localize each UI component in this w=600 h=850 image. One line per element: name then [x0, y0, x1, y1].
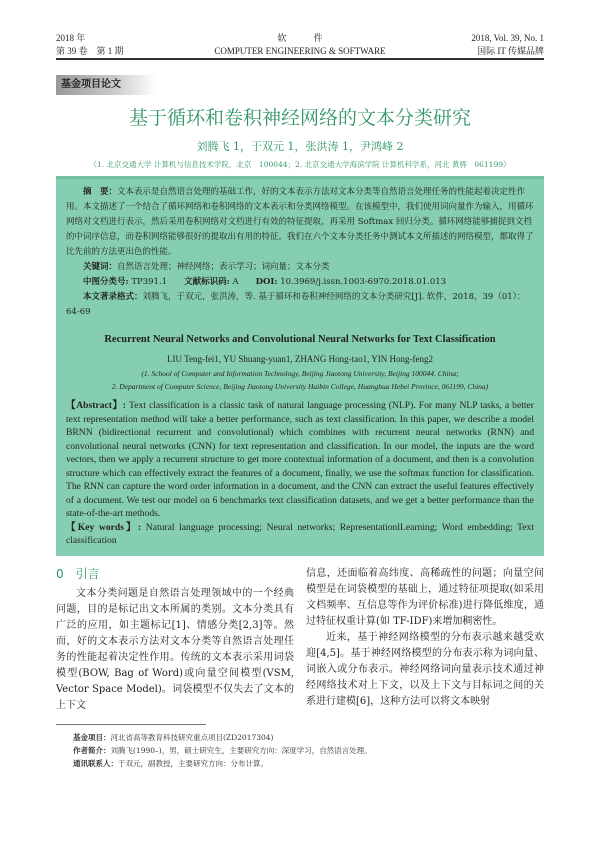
- footnote-label: 基金项目：: [73, 732, 111, 742]
- title-en: Recurrent Neural Networks and Convolutional Neural Networks for Text Classification: [104, 334, 496, 345]
- footnote-text: 刘腾飞(1990–)，男，硕士研究生，主要研究方向：深度学习，自然语言处理。: [110, 745, 372, 755]
- footnote-divider: [56, 724, 206, 725]
- footnotes: [56, 731, 544, 770]
- abstract-en-label: 【Abstract】:: [66, 400, 126, 411]
- footnote-contact: [73, 757, 544, 770]
- citation-text: 刘腾飞，于双元，张洪涛，等. 基于循环和卷积神经网络的文本分类研究[J]. 软件，2018，39（01）：64-69: [66, 292, 526, 317]
- clc-label: 中图分类号:: [83, 277, 129, 287]
- footnote-label: 通讯联系人：: [73, 758, 118, 768]
- abstract-en-text: Text classification is a classic task of natural language processing (NLP). For many NLP tasks, a better text representation method will take a better performance, such as text classification. In this paper, we describe a model BRNN (bidirectional recurrent and convolutional) which combines with recurrent neural networks (RNN) and convolutional neural networks (CNN) for text representation and classification. In our model, the inputs are the word vectors, then we apply a recurrent structure to get more contextual information of a document, and then is a convolution structure which can effectively extract the features of a document, finally, we use the softmax function for classification. The RNN can capture the word order information in a document, and the CNN can extract the useful features effectively of a document. We test our model on 6 benchmarks text classification datasets, and we get a better performance than the state-of-the-art methods.: [66, 400, 534, 519]
- footnote-text: 河北省高等教育科技研究重点项目(ZD2017304): [110, 732, 274, 742]
- header-right: [471, 32, 544, 58]
- citation: [56, 290, 544, 320]
- keywords-cn: [56, 260, 544, 275]
- section-number: 0: [56, 566, 64, 581]
- paper-title: 基于循环和卷积神经网络的文本分类研究: [128, 107, 471, 129]
- header-brand: 国际 IT 传媒品牌: [477, 46, 544, 56]
- header-center: [176, 32, 424, 58]
- clc-value: TP391.1: [131, 277, 168, 287]
- citation-label: 本文著录格式：: [83, 292, 143, 302]
- column-right: [306, 566, 544, 714]
- body-paragraph: 近来，基于神经网络模型的分布表示越来越受欢迎[4,5]。基于神经网络模型的分布表示称为词向量、词嵌入或分布表示。神经网络词向量表示技术通过神经网络技术对上下文，以及上下文与目标词之间的关系进行建模[6]，这种方法可以将文本映射: [306, 631, 544, 707]
- header-left: [56, 32, 124, 58]
- abstract-cn-text: 文本表示是自然语言处理的基础工作，好的文本表示方法对文本分类等自然语言处理任务的性能起着决定性作用。本文描述了一个结合了循环网络和卷积网络的文本表示和分类网络模型。在该模型中，我们使用词向量作为输入，用循环网络对文档进行表示，然后采用卷积网络对文档进行有效的特征提取，再采用 Softmax 回归分类。循环网络能够捕捉到文档的中词序信息，而卷积网络能够很好的提取出有用的特征。我们在六个文本分类任务中测试本文所描述的网络模型，都取得了比先前的方法更出色的性能。: [66, 187, 534, 257]
- footnote-author: [73, 744, 544, 757]
- section-title: 引言: [75, 566, 100, 581]
- doc-code-value: A: [232, 277, 239, 287]
- column-left: [56, 566, 294, 714]
- keywords-cn-text: 自然语言处理；神经网络；表示学习；词向量；文本分类: [117, 262, 330, 272]
- abstract-box: [56, 176, 544, 556]
- abstract-cn-label: 摘 要：: [83, 187, 118, 197]
- authors: 刘腾飞 1，于双元 1，张洪涛 1，尹鸿峰 2: [196, 140, 404, 153]
- abstract-cn: [56, 179, 544, 260]
- doi-label: DOI:: [255, 277, 278, 287]
- journal-cn: 软 件: [277, 33, 323, 43]
- affiliation-en-2: 2. Department of Computer Science, Beijing Jiaotong University Haibin College, Huanghua Hebei Province, 061199, China): [111, 382, 489, 391]
- journal-en: COMPUTER ENGINEERING & SOFTWARE: [214, 46, 386, 56]
- footnote-text: 于双元，副教授，主要研究方向：分布计算。: [118, 758, 268, 768]
- header-vol: 2018, Vol. 39, No. 1: [471, 33, 544, 43]
- keywords-en-text: Natural language processing; Neural networks; RepresentationlLearning; Word embedding; Text classification: [66, 521, 535, 546]
- affiliation-en-1: (1. School of Computer and Information Technology, Beijing Jiaotong University, Beijing 100044, China;: [141, 369, 459, 378]
- keywords-en-label: 【Key words】:: [66, 521, 142, 533]
- affiliation: （1. 北京交通大学 计算机与信息技术学院，北京 100044；2. 北京交通大学海滨学院 计算机科学系，河北 黄骅 061199）: [89, 160, 511, 169]
- header-issue: 第 39 卷 第 1 期: [56, 46, 124, 56]
- abstract-en: [56, 399, 544, 521]
- keywords-cn-label: 关键词：: [83, 262, 118, 272]
- doc-code-label: 文献标识码:: [184, 277, 230, 287]
- body-columns: [56, 566, 544, 714]
- body-paragraph: 文本分类问题是自然语言处理领域中的一个经典问题，目的是标记出文本所属的类别。文本分类具有广泛的应用，如主题标记[1]、情感分类[2,3]等。然而，好的文本表示方法对文本分类等自然语言处理任务的性能起着决定性作用。传统的文本表示采用词袋模型(BOW, Bag of Word)或向量空间模型(VSM, Vector Space Model)。词袋模型不仅失去了文本的上下文: [56, 587, 294, 711]
- classification-line: [56, 275, 544, 290]
- footnote-label: 作者简介：: [73, 745, 111, 755]
- section-heading: [56, 566, 294, 582]
- keywords-en: [56, 521, 544, 548]
- authors-en: LIU Teng-fei1, YU Shuang-yuan1, ZHANG Hong-tao1, YIN Hong-feng2: [167, 354, 433, 364]
- running-header: [56, 32, 544, 60]
- category-tag: 基金项目论文: [56, 75, 156, 95]
- doi-value: 10.3969/j.issn.1003-6970.2018.01.013: [280, 277, 447, 287]
- footnote-funding: [73, 731, 544, 744]
- header-year: 2018 年: [56, 33, 86, 43]
- body-paragraph: 信息，还面临着高纬度、高稀疏性的问题；向量空间模型是在词袋模型的基础上，通过特征项提取(如采用文档频率、互信息等作为评价标准)进行降低维度，通过特征权重计算(如 TF-IDF)来增加稠密性。: [306, 567, 544, 627]
